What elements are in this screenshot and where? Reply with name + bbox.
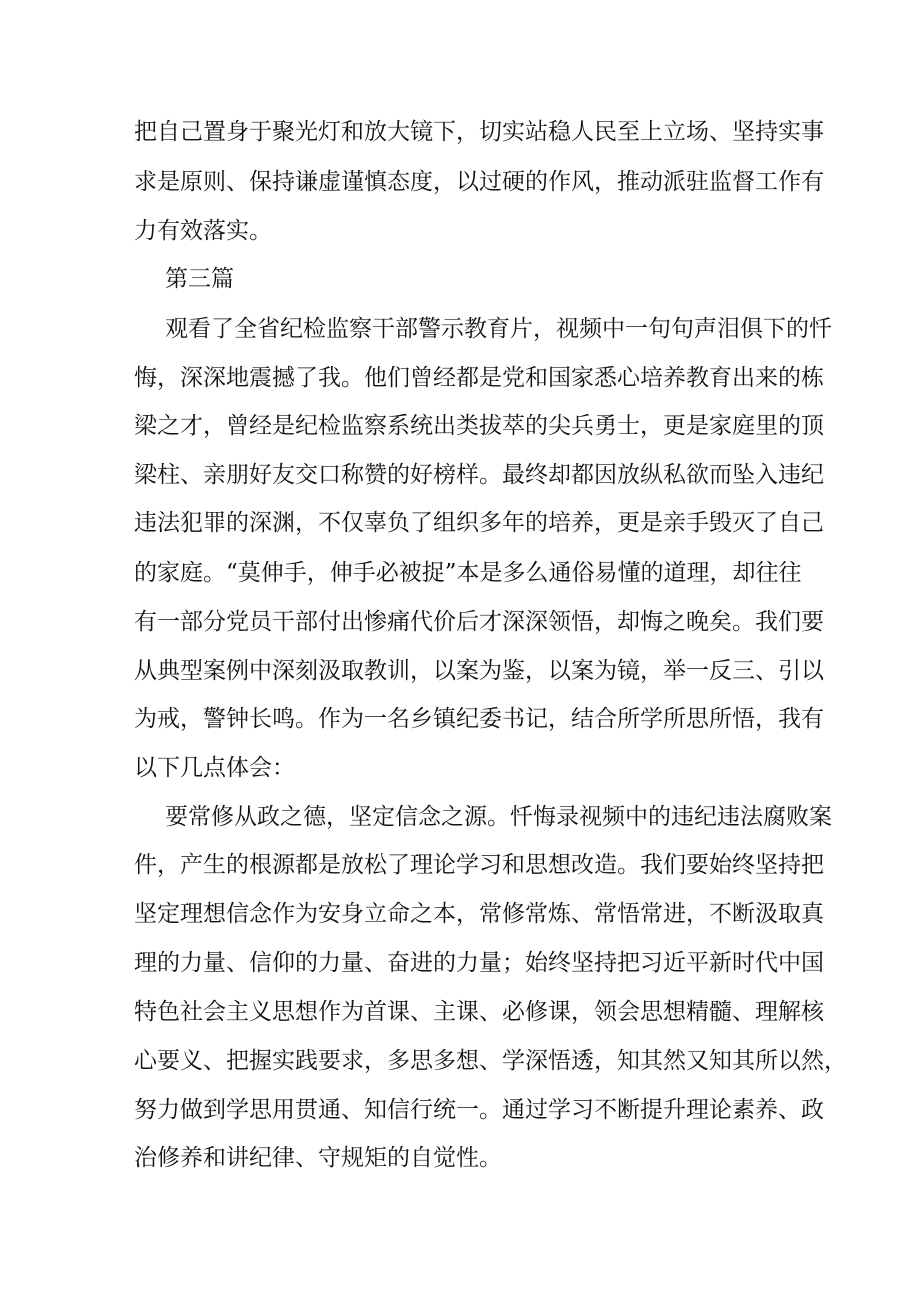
text-line: 力有效落实。 <box>134 218 272 244</box>
section-heading: 第三篇 <box>165 266 234 292</box>
text-line: 心要义、把握实践要求，多思多想、学深悟透，知其然又知其所以然， <box>134 1048 847 1074</box>
text-line: 理的力量、信仰的力量、奋进的力量；始终坚持把习近平新时代中国 <box>134 950 824 976</box>
text-line: 梁柱、亲朋好友交口称赞的好榜样。最终却都因放纵私欲而坠入违纪 <box>134 462 824 488</box>
text-line: 坚定理想信念作为安身立命之本，常修常炼、常悟常进，不断汲取真 <box>134 901 824 927</box>
text-line: 从典型案例中深刻汲取教训，以案为鉴，以案为镜，举一反三、引以 <box>134 658 824 684</box>
text-line: 为戒，警钟长鸣。作为一名乡镇纪委书记，结合所学所思所悟，我有 <box>134 706 824 732</box>
text-line: 求是原则、保持谦虚谨慎态度，以过硬的作风，推动派驻监督工作有 <box>134 169 824 195</box>
text-line: 以下几点体会： <box>134 755 295 781</box>
text-line: 违法犯罪的深渊，不仅辜负了组织多年的培养，更是亲手毁灭了自己 <box>134 510 824 536</box>
text-line: 悔，深深地震撼了我。他们曾经都是党和国家悉心培养教育出来的栋 <box>134 365 824 391</box>
paragraph-first-line: 观看了全省纪检监察干部警示教育片，视频中一句句声泪俱下的忏 <box>165 316 832 342</box>
text-line: 有一部分党员干部付出惨痛代价后才深深领悟，却悔之晚矣。我们要 <box>134 609 824 635</box>
paragraph-first-line: 要常修从政之德，坚定信念之源。忏悔录视频中的违纪违法腐败案 <box>165 804 832 830</box>
text-line: 的家庭。“莫伸手，伸手必被捉”本是多么通俗易懂的道理，却往往 <box>134 560 802 586</box>
text-line: 特色社会主义思想作为首课、主课、必修课，领会思想精髓、理解核 <box>134 999 824 1025</box>
text-line: 件，产生的根源都是放松了理论学习和思想改造。我们要始终坚持把 <box>134 852 824 878</box>
text-line: 梁之才，曾经是纪检监察系统出类拔萃的尖兵勇士，更是家庭里的顶 <box>134 413 824 439</box>
text-line: 努力做到学思用贯通、知信行统一。通过学习不断提升理论素养、政 <box>134 1097 824 1123</box>
text-line: 把自己置身于聚光灯和放大镜下，切实站稳人民至上立场、坚持实事 <box>134 119 824 145</box>
text-line: 治修养和讲纪律、守规矩的自觉性。 <box>134 1145 502 1171</box>
